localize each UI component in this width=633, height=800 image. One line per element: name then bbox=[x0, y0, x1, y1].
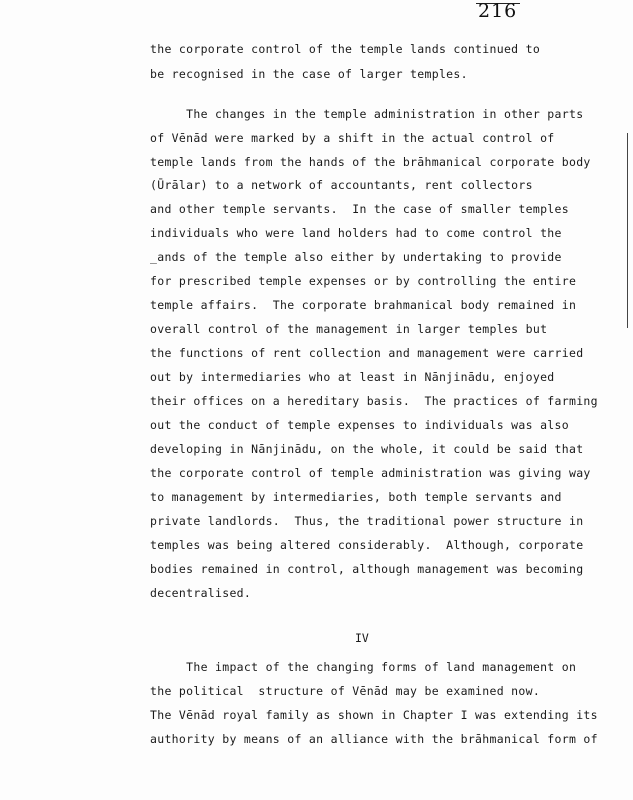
text-line: for prescribed temple expenses or by controlling the entire bbox=[150, 274, 577, 288]
text-line: the corporate control of temple administration was giving way bbox=[150, 466, 591, 480]
text-line: be recognised in the case of larger temples. bbox=[150, 67, 468, 81]
text-line: authority by means of an alliance with the brāhmanical form of bbox=[150, 732, 598, 746]
text-line: of Vēnād were marked by a shift in the actual control of bbox=[150, 131, 555, 145]
text-line: the functions of rent collection and management were carried bbox=[150, 346, 584, 360]
text-line: the corporate control of the temple lands continued to bbox=[150, 42, 541, 56]
text-line: decentralised. bbox=[150, 586, 252, 600]
text-line: temple lands from the hands of the brāhmanical corporate body bbox=[150, 155, 591, 169]
margin-mark bbox=[627, 133, 628, 328]
text-line: the political structure of Vēnād may be examined now. bbox=[150, 684, 541, 698]
text-line: developing in Nānjinādu, on the whole, it could be said that bbox=[150, 442, 584, 456]
text-line: private landlords. Thus, the traditional power structure in bbox=[150, 514, 584, 528]
text-line: their offices on a hereditary basis. The practices of farming bbox=[150, 394, 598, 408]
text-line: bodies remained in control, although management was becoming bbox=[150, 562, 584, 576]
section-heading: IV bbox=[355, 631, 369, 645]
text-line: and other temple servants. In the case of smaller temples bbox=[150, 202, 569, 216]
text-line: (Ūrālar) to a network of accountants, rent collectors bbox=[150, 178, 533, 192]
text-line: temple affairs. The corporate brahmanical body remained in bbox=[150, 298, 577, 312]
page-number: 216 bbox=[478, 0, 518, 22]
text-line: to management by intermediaries, both temple servants and bbox=[150, 490, 562, 504]
text-line: individuals who were land holders had to come control the bbox=[150, 226, 562, 240]
text-line: out by intermediaries who at least in Nānjinādu, enjoyed bbox=[150, 370, 555, 384]
text-line: The Vēnād royal family as shown in Chapter I was extending its bbox=[150, 708, 598, 722]
text-line: overall control of the management in larger temples but bbox=[150, 322, 548, 336]
text-line: temples was being altered considerably. Although, corporate bbox=[150, 538, 584, 552]
text-line: _ands of the temple also either by undertaking to provide bbox=[150, 250, 562, 264]
text-line: The impact of the changing forms of land management on bbox=[150, 660, 577, 674]
text-line: out the conduct of temple expenses to individuals was also bbox=[150, 418, 569, 432]
text-line: The changes in the temple administration in other parts bbox=[150, 107, 584, 121]
